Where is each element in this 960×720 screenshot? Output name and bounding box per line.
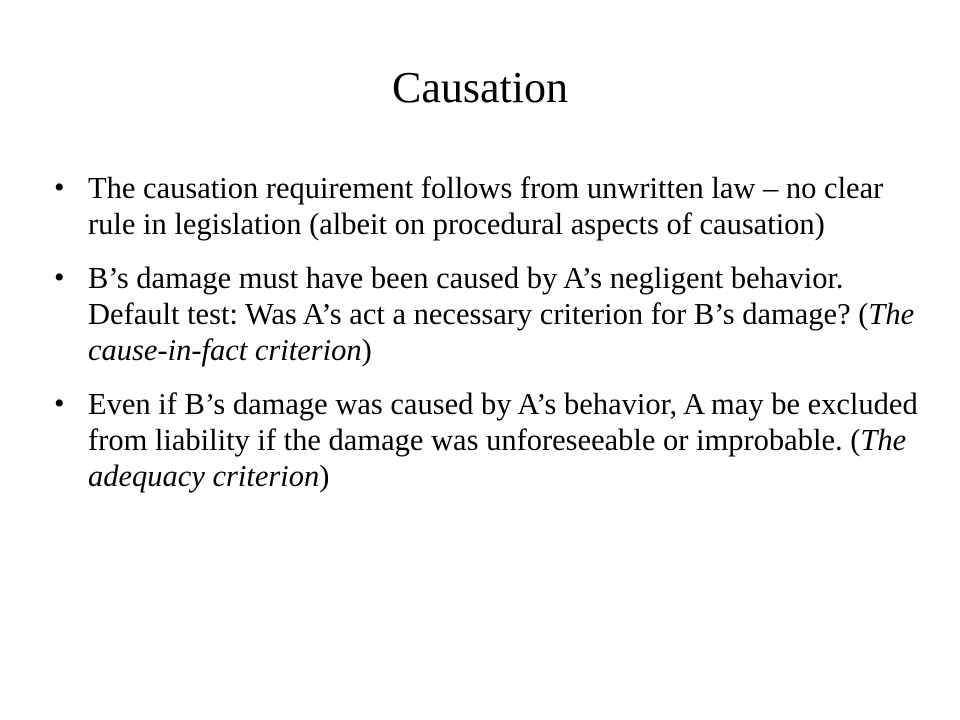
bullet-item-cause-in-fact [48,260,928,368]
bullet-item-causation-requirement [48,170,928,242]
bullet-italic-term: The adequacy criterion [88,423,907,493]
bullet-point-icon: • [54,171,65,204]
bullet-point-icon: • [54,261,65,294]
bullet-text: B’s damage must have been caused by A’s negligent behavior. Default test: Was A’s act a necessary criterion for B’s damage? ( [88,261,869,331]
bullet-text: The causation requirement follows from unwritten law – no clear rule in legislation (albeit on procedural aspects of causation) [88,171,884,241]
bullet-list [48,170,928,512]
bullet-point-icon: • [54,387,65,420]
slide-title: Causation [392,63,568,112]
bullet-text-close: ) [361,333,372,367]
bullet-text: Even if B’s damage was caused by A’s behavior, A may be excluded from liability if the damage was unforeseeable or improbable. ( [88,387,918,457]
bullet-item-adequacy [48,386,928,494]
bullet-italic-term: The cause-in-fact criterion [88,297,915,367]
bullet-text-close: ) [319,459,330,493]
